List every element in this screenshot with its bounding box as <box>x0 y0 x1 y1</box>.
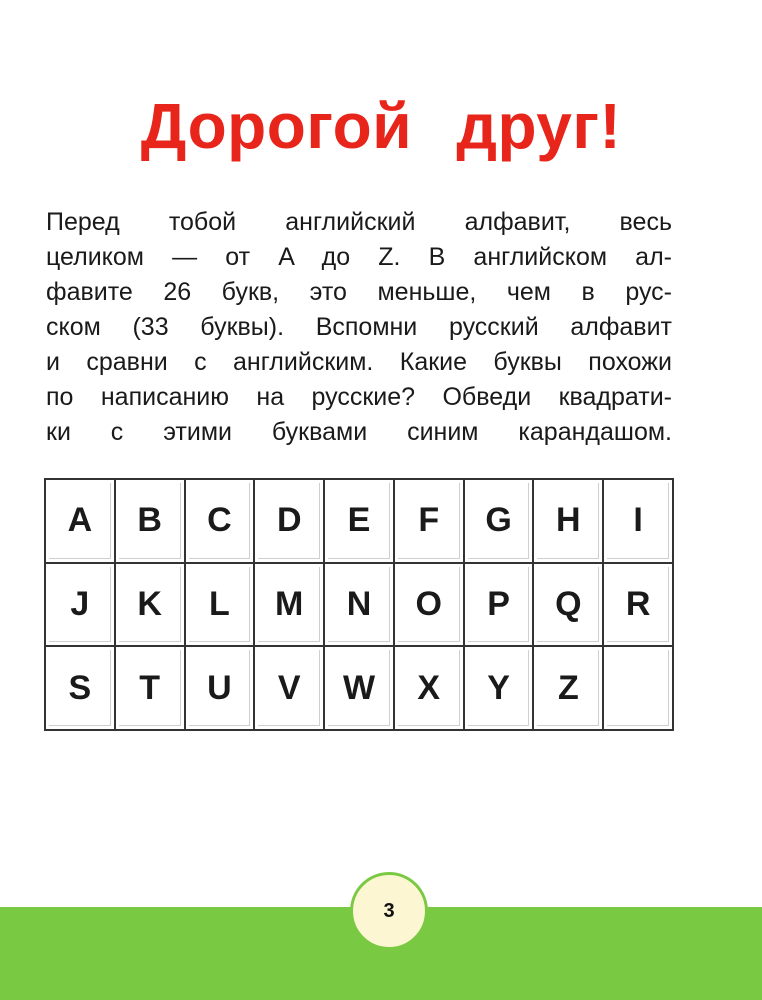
letter-cell-y[interactable]: Y <box>465 647 535 731</box>
letter-cell-x[interactable]: X <box>395 647 465 731</box>
intro-line: ки с этими буквами синим карандашом. <box>46 418 672 446</box>
letter-cell-l[interactable]: L <box>186 564 256 648</box>
letter-cell-q[interactable]: Q <box>534 564 604 648</box>
letter-cell-o[interactable]: O <box>395 564 465 648</box>
letter-cell-c[interactable]: C <box>186 480 256 564</box>
intro-line: по написанию на русские? Обведи квадрати- <box>46 383 672 411</box>
letter-cell-s[interactable]: S <box>46 647 116 731</box>
page-title: Дорогой друг! <box>140 90 622 162</box>
alphabet-grid <box>44 478 674 731</box>
letter-cell-w[interactable]: W <box>325 647 395 731</box>
letter-cell-k[interactable]: K <box>116 564 186 648</box>
letter-cell-n[interactable]: N <box>325 564 395 648</box>
page-number-badge <box>350 872 428 950</box>
letter-cell-t[interactable]: T <box>116 647 186 731</box>
intro-line: ском (33 буквы). Вспомни русский алфавит <box>46 313 672 341</box>
intro-line: и сравни с английским. Какие буквы похожи <box>46 348 672 376</box>
letter-cell-d[interactable]: D <box>255 480 325 564</box>
intro-line: Перед тобой английский алфавит, весь <box>46 208 672 236</box>
letter-cell-i[interactable]: I <box>604 480 674 564</box>
letter-cell-u[interactable]: U <box>186 647 256 731</box>
letter-cell-a[interactable]: A <box>46 480 116 564</box>
letter-cell-f[interactable]: F <box>395 480 465 564</box>
letter-cell-empty <box>604 647 674 731</box>
page-number: 3 <box>383 899 395 922</box>
letter-cell-v[interactable]: V <box>255 647 325 731</box>
letter-cell-r[interactable]: R <box>604 564 674 648</box>
letter-cell-m[interactable]: M <box>255 564 325 648</box>
intro-paragraph <box>46 205 672 450</box>
intro-line: фавите 26 букв, это меньше, чем в рус- <box>46 278 672 306</box>
intro-line: целиком — от A до Z. В английском ал- <box>46 243 672 271</box>
letter-cell-g[interactable]: G <box>465 480 535 564</box>
letter-cell-z[interactable]: Z <box>534 647 604 731</box>
letter-cell-e[interactable]: E <box>325 480 395 564</box>
letter-cell-j[interactable]: J <box>46 564 116 648</box>
letter-cell-h[interactable]: H <box>534 480 604 564</box>
letter-cell-p[interactable]: P <box>465 564 535 648</box>
letter-cell-b[interactable]: B <box>116 480 186 564</box>
